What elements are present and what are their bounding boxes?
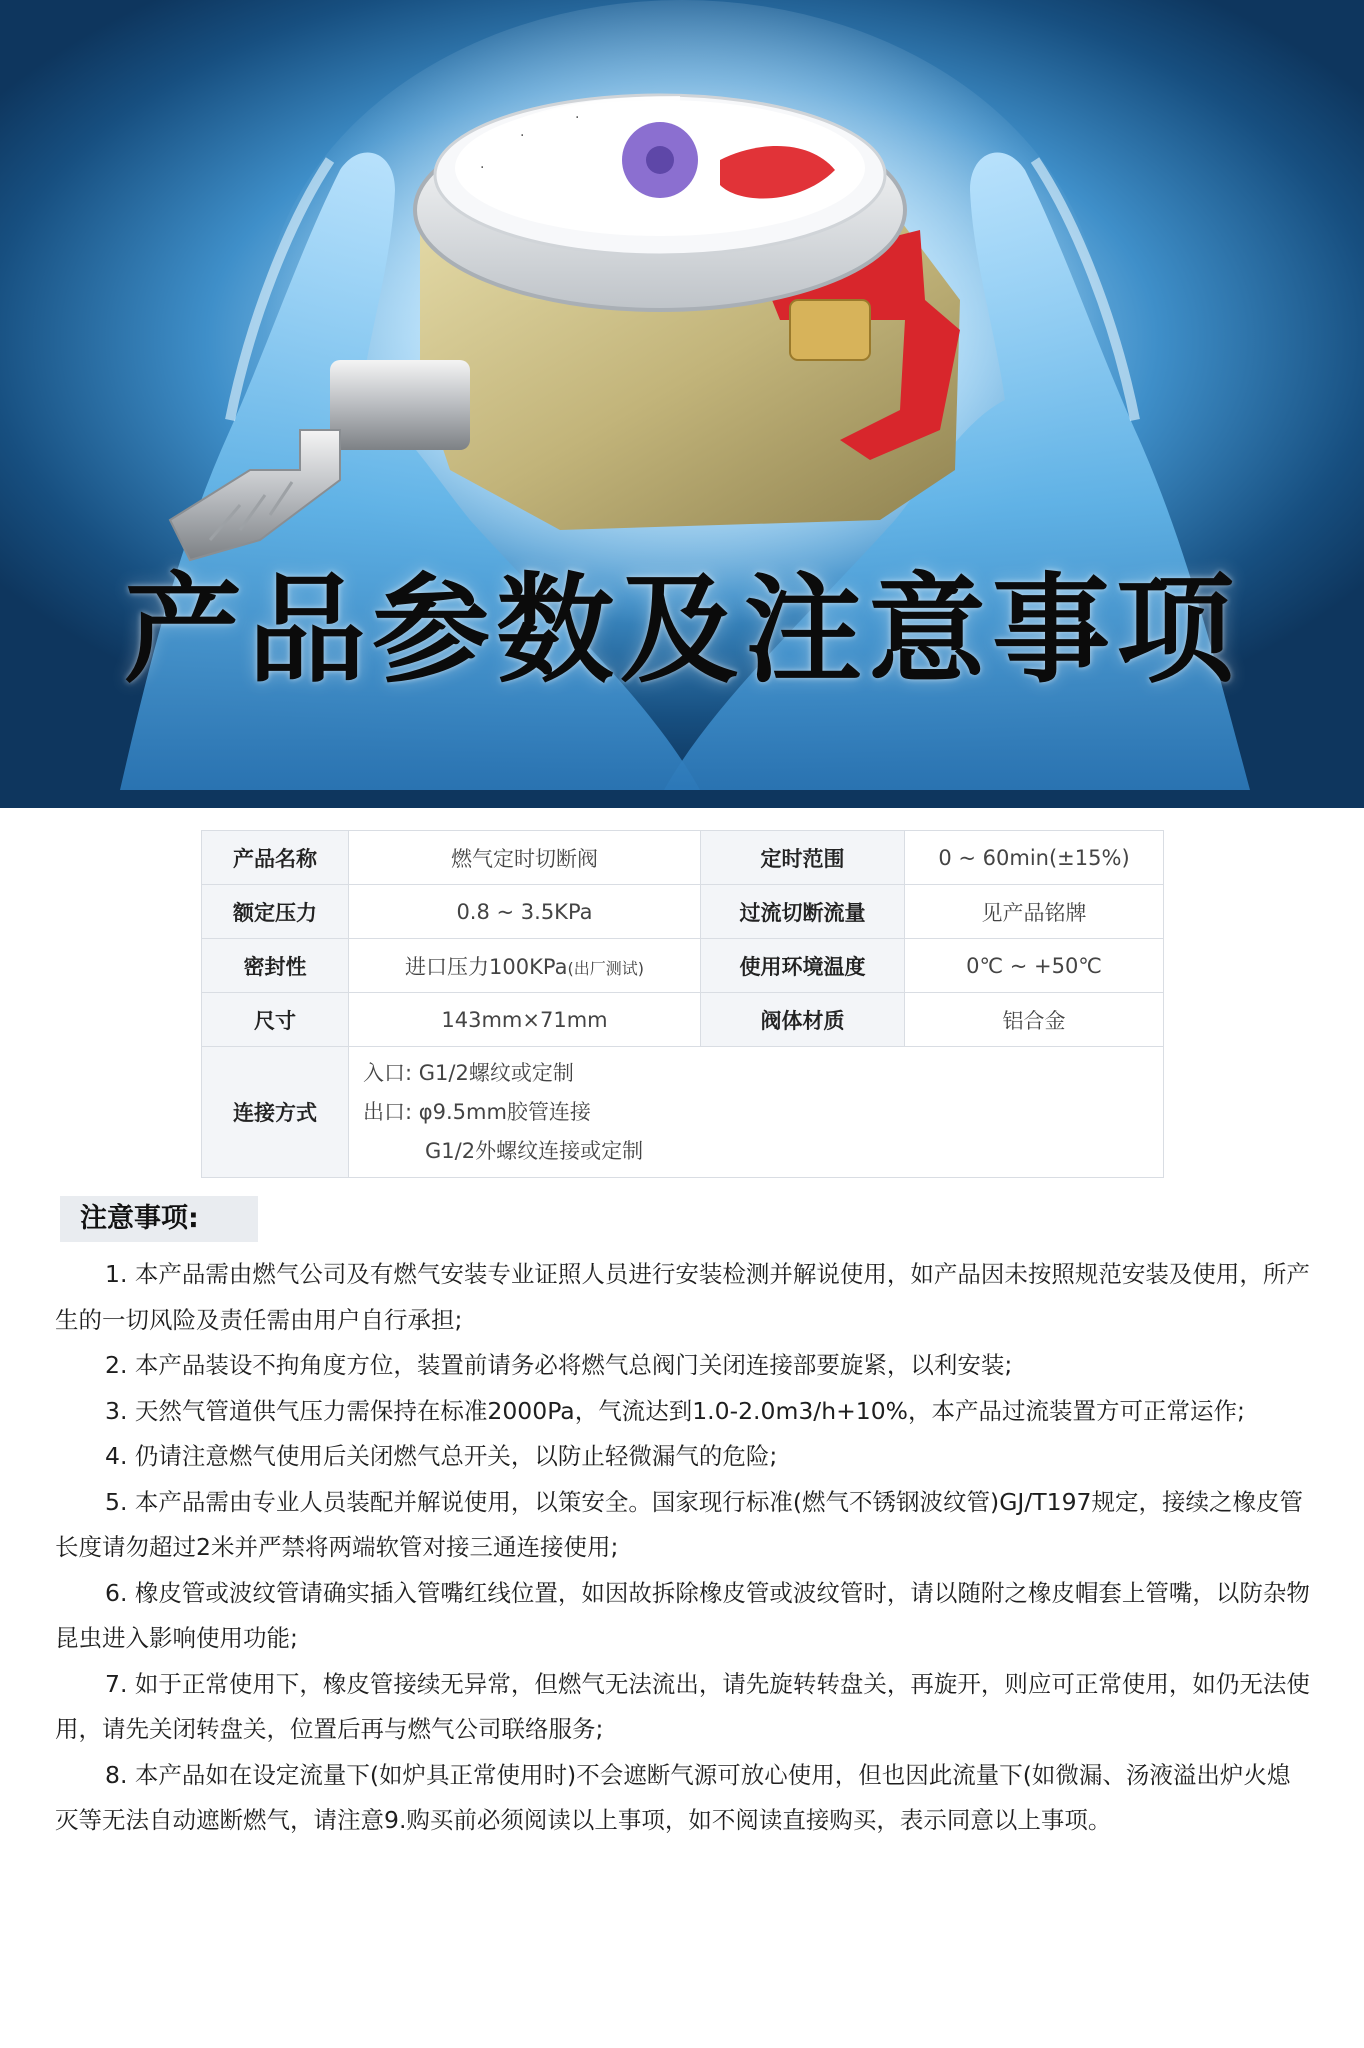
note-item: 1. 本产品需由燃气公司及有燃气安装专业证照人员进行安装检测并解说使用，如产品因未按照规范安装及使用，所产生的一切风险及责任需由用户自行承担; [55, 1260, 1310, 1334]
table-row [202, 939, 1164, 993]
spec-value: 0 ~ 60min(±15%) [905, 831, 1164, 885]
note-item: 2. 本产品装设不拘角度方位，装置前请务必将燃气总阀门关闭连接部要旋紧，以利安装; [105, 1351, 1013, 1379]
connection-line: G1/2外螺纹连接或定制 [425, 1138, 644, 1163]
spec-label: 过流切断流量 [701, 885, 905, 939]
table-row [202, 831, 1164, 885]
note-item: 4. 仍请注意燃气使用后关闭燃气总开关，以防止轻微漏气的危险; [105, 1442, 778, 1470]
spec-value: 铝合金 [905, 993, 1164, 1047]
spec-label: 定时范围 [701, 831, 905, 885]
spec-label: 尺寸 [202, 993, 349, 1047]
connection-line: 入口: G1/2螺纹或定制 [363, 1060, 574, 1085]
svg-text:·: · [480, 160, 485, 176]
page-title: 产品参数及注意事项 [123, 561, 1240, 699]
spec-label: 使用环境温度 [701, 939, 905, 993]
connection-value [349, 1047, 1164, 1178]
spec-label: 密封性 [202, 939, 349, 993]
svg-text:·: · [520, 128, 525, 144]
table-row [202, 993, 1164, 1047]
spec-value-text: 进口压力100KPa [405, 954, 568, 979]
notes-list [55, 1252, 1313, 1844]
note-item: 6. 橡皮管或波纹管请确实插入管嘴红线位置，如因故拆除橡皮管或波纹管时，请以随附之橡皮帽套上管嘴，以防杂物昆虫进入影响使用功能; [55, 1578, 1310, 1652]
svg-text:·: · [575, 110, 580, 126]
note-item: 5. 本产品需由专业人员装配并解说使用，以策安全。国家现行标准(燃气不锈钢波纹管)GJ/T197规定，接续之橡皮管长度请勿超过2米并严禁将两端软管对接三通连接使用; [55, 1487, 1303, 1561]
table-row [202, 885, 1164, 939]
table-row [202, 1047, 1164, 1178]
hero-banner [0, 0, 1364, 808]
note-item: 8. 本产品如在设定流量下(如炉具正常使用时)不会遮断气源可放心使用，但也因此流量下(如微漏、汤液溢出炉火熄灭等无法自动遮断燃气，请注意9.购买前必须阅读以上事项，如不阅读直接购买，表示同意以上事项。 [55, 1760, 1291, 1834]
spec-value: 燃气定时切断阀 [349, 831, 701, 885]
note-item: 7. 如于正常使用下，橡皮管接续无异常，但燃气无法流出，请先旋转转盘关，再旋开，则应可正常使用，如仍无法使用，请先关闭转盘关，位置后再与燃气公司联络服务; [55, 1669, 1310, 1743]
spec-value: 143mm×71mm [349, 993, 701, 1047]
spec-value: 0℃ ~ +50℃ [905, 939, 1164, 993]
spec-value: 见产品铭牌 [905, 885, 1164, 939]
spec-label: 产品名称 [202, 831, 349, 885]
spec-value-note: (出厂测试) [567, 958, 644, 978]
spec-value: 0.8 ~ 3.5KPa [349, 885, 701, 939]
spec-table [201, 830, 1164, 1178]
spec-label: 阀体材质 [701, 993, 905, 1047]
note-item: 3. 天然气管道供气压力需保持在标准2000Pa，气流达到1.0-2.0m3/h+10%，本产品过流装置方可正常运作; [105, 1396, 1245, 1425]
connection-line: 出口: φ9.5mm胶管连接 [363, 1099, 591, 1124]
spec-label: 额定压力 [202, 885, 349, 939]
spec-value [349, 939, 701, 993]
notes-heading: 注意事项: [60, 1196, 258, 1242]
spec-label: 连接方式 [202, 1047, 349, 1178]
